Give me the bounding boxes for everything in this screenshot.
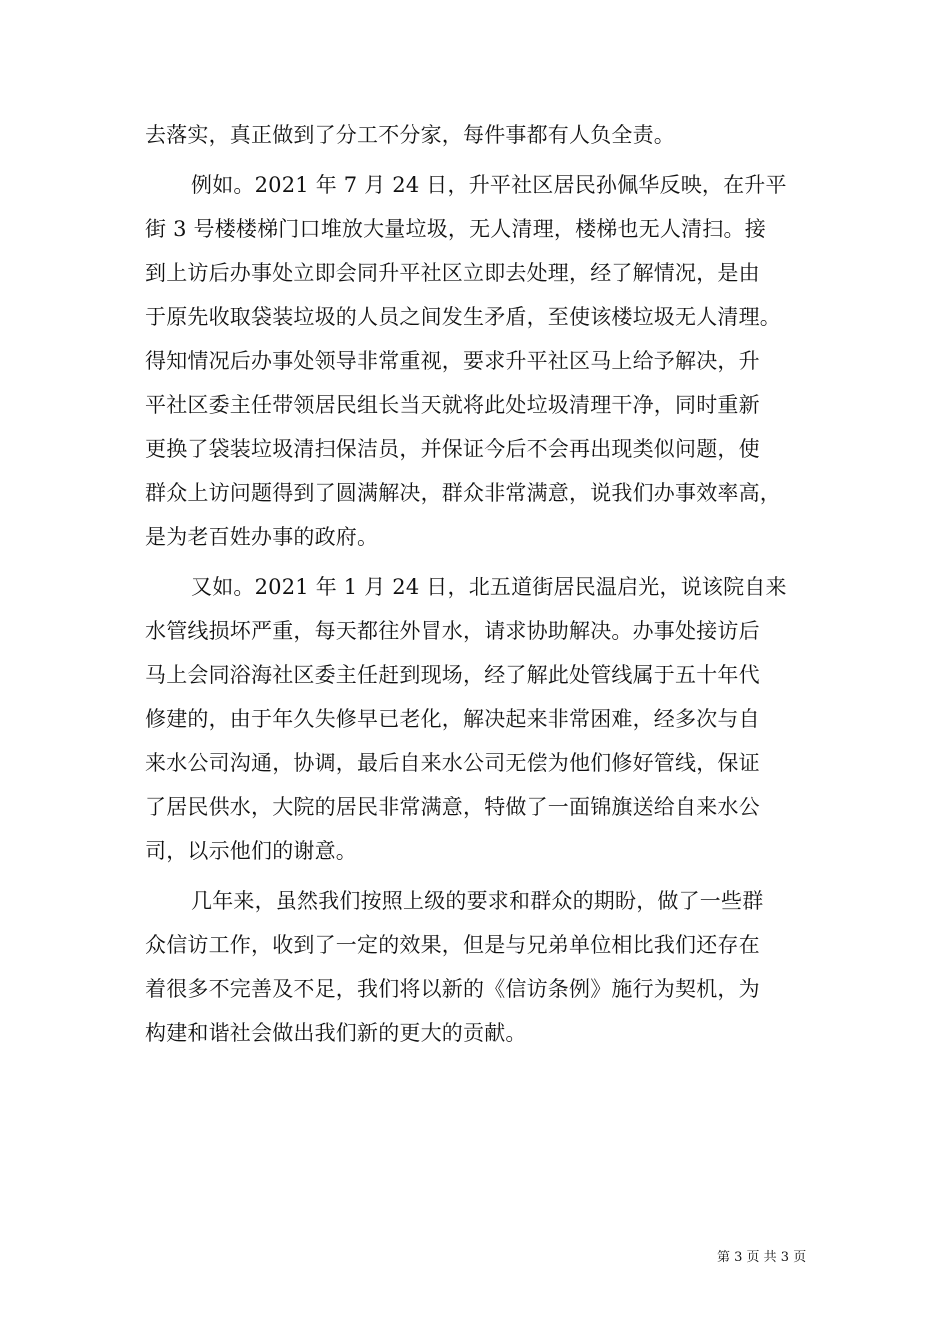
- paragraph: [145, 565, 817, 873]
- text-line: 马上会同浴海社区委主任赶到现场，经了解此处管线属于五十年代: [145, 663, 760, 687]
- text-line: 例如。2021 年 7 月 24 日，升平社区居民孙佩华反映，在升平: [191, 173, 787, 197]
- text-line: 构建和谐社会做出我们新的更大的贡献。: [145, 1021, 527, 1045]
- text-line: 平社区委主任带领居民组长当天就将此处垃圾清理干净，同时重新: [145, 393, 760, 417]
- page-number-footer: 第 3 页 共 3 页: [717, 1250, 807, 1265]
- text-line: 去落实，真正做到了分工不分家，每件事都有人负全责。: [145, 123, 675, 147]
- text-line: 水管线损坏严重，每天都往外冒水，请求协助解决。办事处接访后: [145, 619, 760, 643]
- document-body: [145, 113, 817, 1055]
- text-line: 于原先收取袋装垃圾的人员之间发生矛盾，至使该楼垃圾无人清理。: [145, 305, 781, 329]
- text-line: 几年来，虽然我们按照上级的要求和群众的期盼，做了一些群: [191, 889, 764, 913]
- text-line: 到上访后办事处立即会同升平社区立即去处理，经了解情况，是由: [145, 261, 760, 285]
- text-line: 更换了袋装垃圾清扫保洁员，并保证今后不会再出现类似问题，使: [145, 437, 760, 461]
- text-line: 得知情况后办事处领导非常重视，要求升平社区马上给予解决，升: [145, 349, 760, 373]
- text-line: 是为老百姓办事的政府。: [145, 525, 379, 549]
- text-line: 众信访工作，收到了一定的效果，但是与兄弟单位相比我们还存在: [145, 933, 760, 957]
- text-line: 了居民供水，大院的居民非常满意，特做了一面锦旗送给自来水公: [145, 795, 760, 819]
- text-line: 司，以示他们的谢意。: [145, 839, 357, 863]
- text-line: 来水公司沟通，协调，最后自来水公司无偿为他们修好管线，保证: [145, 751, 760, 775]
- paragraph: [145, 163, 817, 559]
- text-line: 修建的，由于年久失修早已老化，解决起来非常困难，经多次与自: [145, 707, 760, 731]
- text-line: 又如。2021 年 1 月 24 日，北五道街居民温启光，说该院自来: [191, 575, 787, 599]
- paragraph: [145, 113, 817, 157]
- text-line: 着很多不完善及不足，我们将以新的《信访条例》施行为契机，为: [145, 977, 760, 1001]
- text-line: 群众上访问题得到了圆满解决，群众非常满意，说我们办事效率高，: [145, 481, 781, 505]
- paragraph: [145, 879, 817, 1055]
- text-line: 街 3 号楼楼梯门口堆放大量垃圾，无人清理，楼梯也无人清扫。接: [145, 217, 766, 241]
